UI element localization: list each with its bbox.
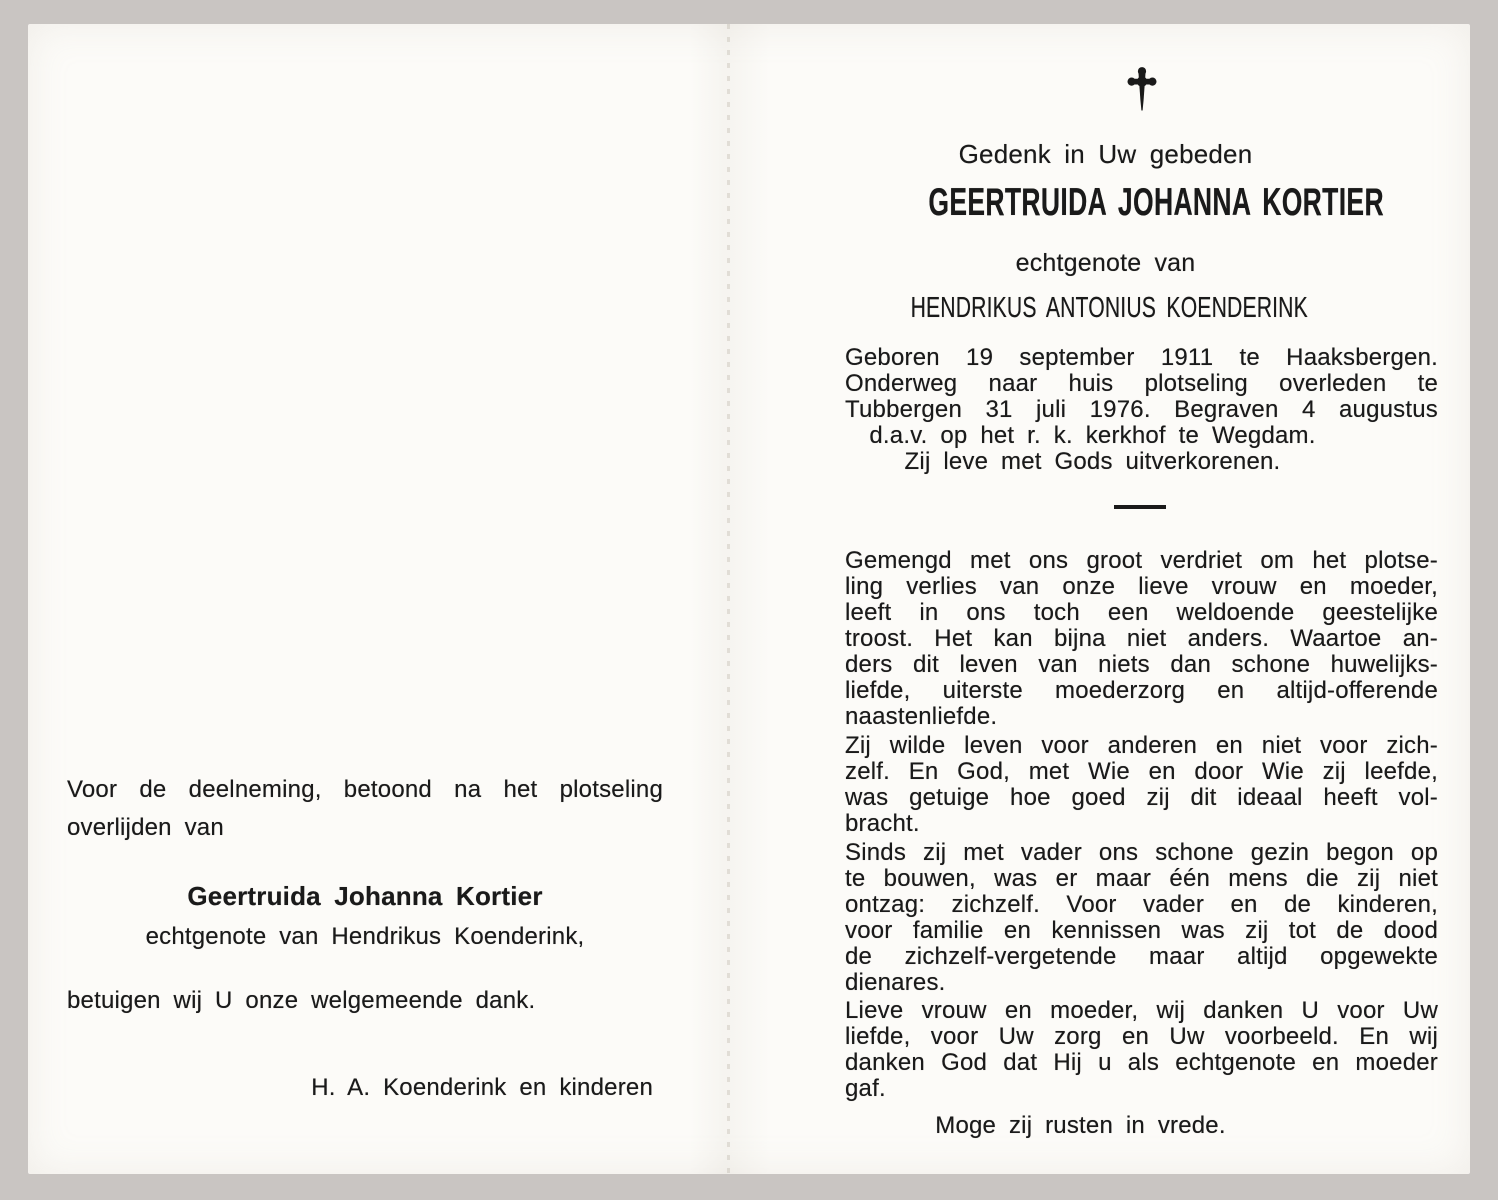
left-opening-line2: overlijden van — [67, 814, 224, 841]
left-thanks-line: betuigen wij U onze welgemeende dank. — [67, 987, 536, 1014]
text-line: gaf. — [845, 1075, 886, 1102]
text-line: leeft in ons toch een weldoende geestelijke — [845, 599, 1438, 626]
memorial-paragraph-4 — [845, 998, 1438, 1102]
dates-block — [845, 345, 1438, 475]
left-spouse-line: echtgenote van Hendrikus Koenderink, — [145, 923, 585, 950]
text-line: dienares. — [845, 969, 946, 996]
right-relation-line: echtgenote van — [1015, 249, 1196, 277]
text-line: Gemengd met ons groot verdriet om het plotse- — [845, 547, 1438, 574]
text-line: zelf. En God, met Wie en door Wie zij leefde, — [845, 758, 1438, 785]
text-line: Sinds zij met vader ons schone gezin begon op — [845, 839, 1438, 866]
memorial-card — [28, 24, 1470, 1174]
right-intro-line: Gedenk in Uw gebeden — [958, 139, 1253, 169]
text-line: Geboren 19 september 1911 te Haaksbergen. — [845, 344, 1438, 371]
latin-cross-icon — [1127, 66, 1157, 114]
closing-line: Moge zij rusten in vrede. — [935, 1112, 1226, 1139]
text-line: bracht. — [845, 810, 920, 837]
text-line: Zij leve met Gods uitverkorenen. — [904, 448, 1281, 475]
right-deceased-name: GEERTRUIDA JOHANNA KORTIER — [928, 181, 1384, 224]
text-line: de zichzelf-vergetende maar altijd opgewekte — [845, 943, 1438, 970]
text-line: Tubbergen 31 juli 1976. Begraven 4 augustus — [845, 396, 1438, 423]
text-line: danken God dat Hij u als echtgenote en moeder — [845, 1049, 1438, 1076]
text-line: voor familie en kennissen was zij tot de dood — [845, 917, 1438, 944]
text-line: liefde, uiterste moederzorg en altijd-offerende — [845, 677, 1438, 704]
right-spouse-name: HENDRIKUS ANTONIUS KOENDERINK — [910, 292, 1308, 324]
memorial-paragraph-1 — [845, 548, 1438, 730]
fold-line — [727, 24, 730, 1174]
text-line: liefde, voor Uw zorg en Uw voorbeeld. En wij — [845, 1023, 1438, 1050]
text-line: Zij wilde leven voor anderen en niet voor zich- — [845, 732, 1438, 759]
text-line: troost. Het kan bijna niet anders. Waartoe an- — [845, 625, 1438, 652]
text-line: d.a.v. op het r. k. kerkhof te Wegdam. — [869, 422, 1316, 449]
section-divider-rule — [1114, 505, 1166, 509]
text-line: ling verlies van onze lieve vrouw en moeder, — [845, 573, 1438, 600]
text-line: te bouwen, was er maar één mens die zij niet — [845, 865, 1438, 892]
text-line: ontzag: zichzelf. Voor vader en de kinderen, — [845, 891, 1438, 918]
memorial-paragraph-3 — [845, 840, 1438, 996]
text-line: Onderweg naar huis plotseling overleden te — [845, 370, 1438, 397]
text-line: was getuige hoe goed zij dit ideaal heeft vol- — [845, 784, 1438, 811]
text-line: Lieve vrouw en moeder, wij danken U voor Uw — [845, 997, 1438, 1024]
left-deceased-name: Geertruida Johanna Kortier — [187, 881, 543, 911]
text-line: ders dit leven van niets dan schone huwelijks- — [845, 651, 1438, 678]
text-line: naastenliefde. — [845, 703, 998, 730]
memorial-paragraph-2 — [845, 733, 1438, 837]
fold-shading — [690, 24, 770, 1174]
left-opening-line1: Voor de deelneming, betoond na het plotseling — [67, 776, 663, 803]
left-signature: H. A. Koenderink en kinderen — [311, 1074, 653, 1101]
